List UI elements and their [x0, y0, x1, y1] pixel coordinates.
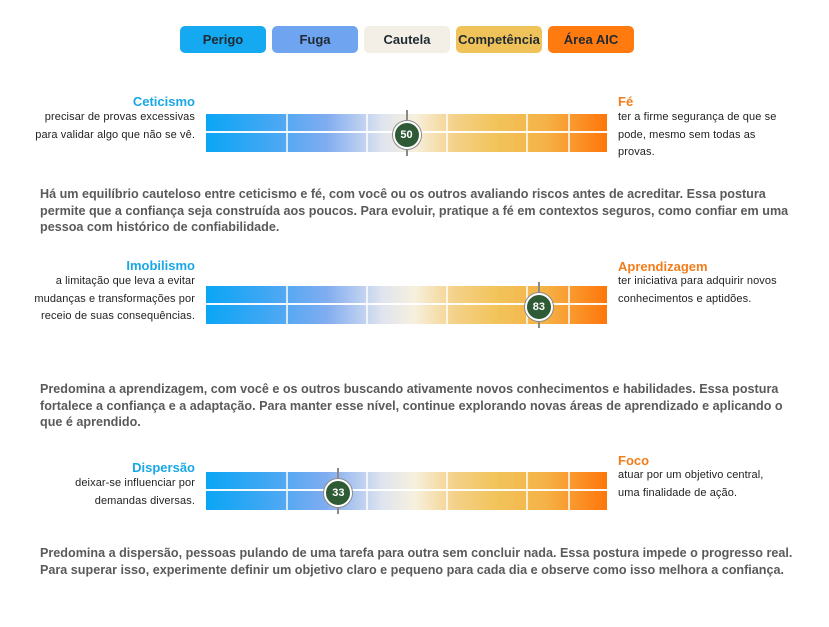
right-title: Aprendizagem: [618, 259, 708, 274]
legend-fuga: Fuga: [272, 26, 358, 53]
legend-competencia: Competência: [456, 26, 542, 53]
left-description: a limitação que leva a evitar mudanças e transformações por receio de suas consequências.: [34, 275, 195, 322]
legend: [180, 26, 634, 53]
score-badge: 33: [324, 479, 352, 507]
scale-summary: Há um equilíbrio cauteloso entre ceticismo e fé, com você ou os outros avaliando riscos antes de acreditar. Essa postura permite que a confiança seja construída aos poucos. Para evoluir, pratique a fé em contextos seguros, como confiar em uma pessoa com histórico de confiabilidade.: [40, 187, 789, 234]
right-title: Foco: [618, 453, 650, 468]
legend-perigo: Perigo: [180, 26, 266, 53]
right-description: ter iniciativa para adquirir novos conhecimentos e aptidões.: [618, 275, 777, 305]
legend-cautela: Cautela: [364, 26, 450, 53]
scale-bar: [206, 472, 607, 510]
right-description: atuar por um objetivo central, uma finalidade de ação.: [618, 469, 764, 499]
left-title: Dispersão: [132, 460, 195, 475]
right-description: ter a firme segurança de que se pode, mesmo sem todas as provas.: [618, 111, 777, 158]
left-description: deixar-se influenciar por demandas diversas.: [75, 477, 195, 507]
score-badge: 50: [393, 121, 421, 149]
left-title: Imobilismo: [126, 258, 195, 273]
right-title: Fé: [618, 94, 634, 109]
left-description: precisar de provas excessivas para validar algo que não se vê.: [35, 111, 195, 141]
scale-summary: Predomina a aprendizagem, com você e os outros buscando ativamente novos conhecimentos e habilidades. Essa postura fortalece a confiança e a adaptação. Para manter esse nível, continue explorando novas áreas de aprendizado e aplicando o que é aprendido.: [40, 382, 783, 429]
legend-area-aic: Área AIC: [548, 26, 634, 53]
left-title: Ceticismo: [132, 94, 195, 109]
scale-summary: Predomina a dispersão, pessoas pulando de uma tarefa para outra sem concluir nada. Essa postura impede o progresso real. Para superar isso, experimente definir um objetivo claro e pequeno para cada dia e observe como isso melhora a confiança.: [40, 546, 793, 577]
score-badge: 83: [525, 293, 553, 321]
